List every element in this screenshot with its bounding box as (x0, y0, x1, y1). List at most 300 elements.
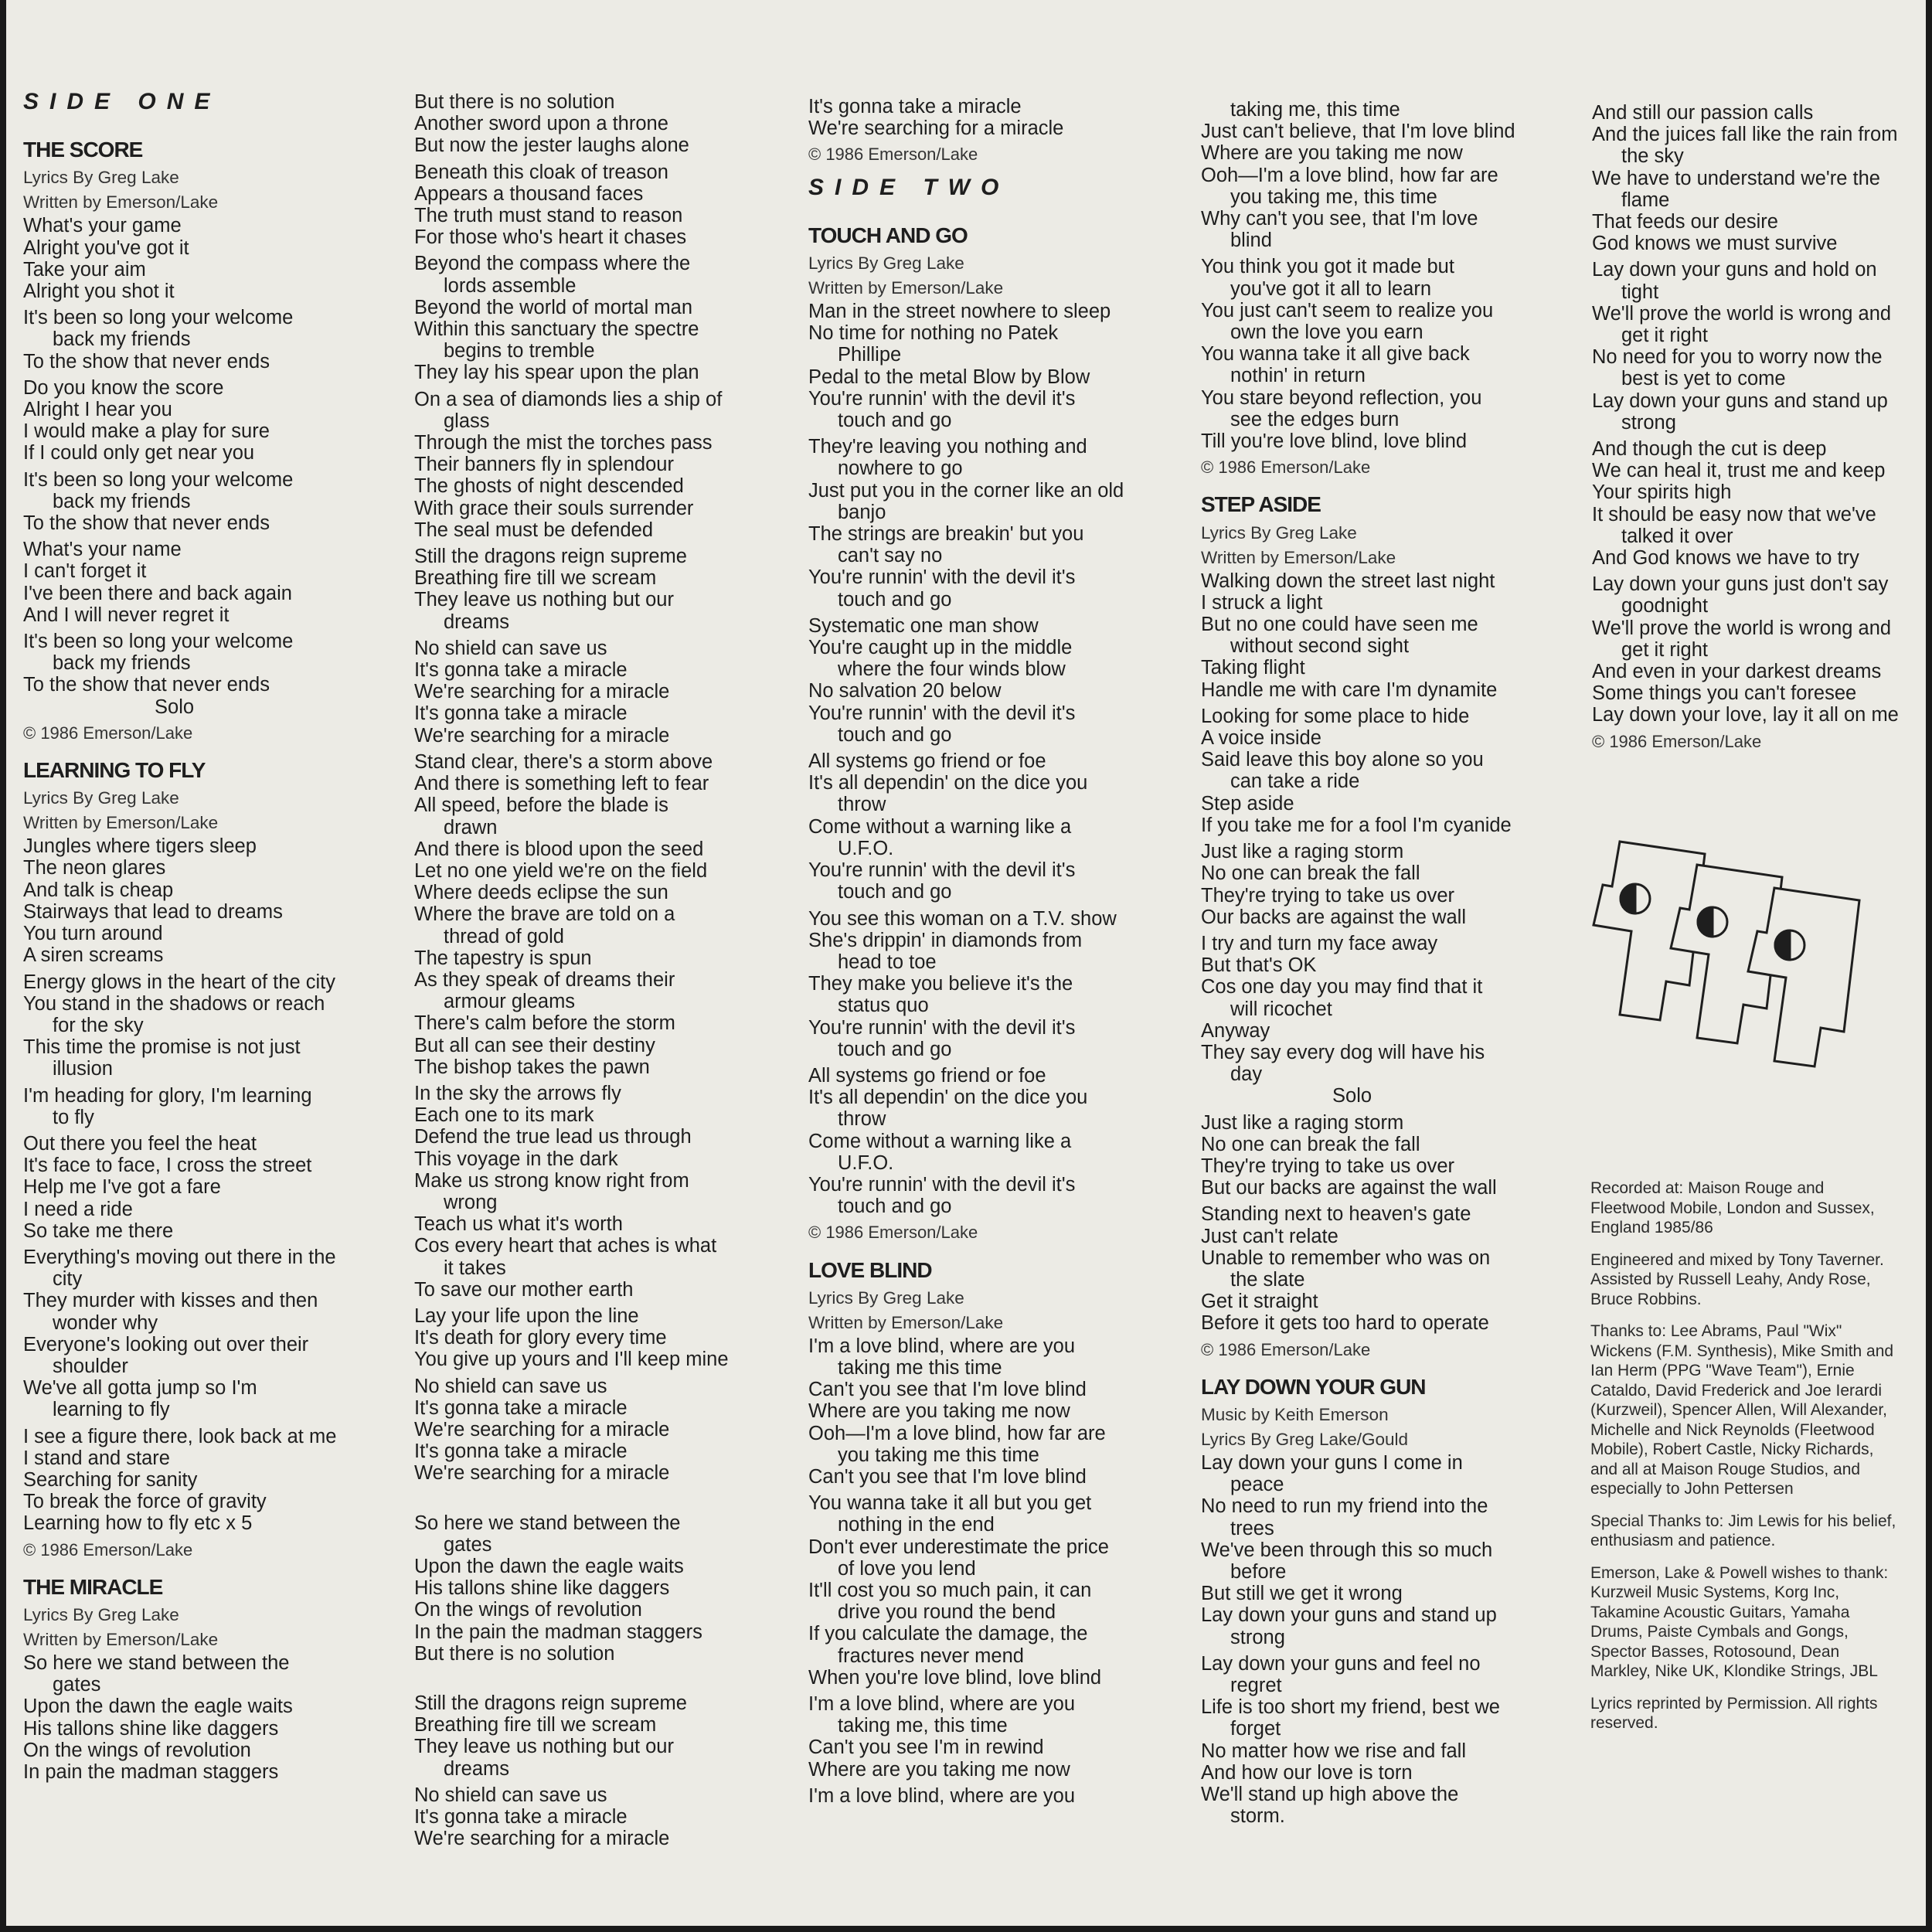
lyric-line: lords assemble (444, 274, 577, 297)
lyric-line: On the wings of revolution (414, 1599, 642, 1621)
stanza (1201, 1653, 1541, 1828)
copyright-line: © 1986 Emerson/Lake (1201, 457, 1371, 478)
lyric-line: It's been so long your welcome (23, 631, 294, 653)
lyric-line: It's all dependin' on the dice you (808, 772, 1088, 794)
lyric-line: Alright you shot it (23, 281, 175, 303)
stanza (414, 1305, 754, 1371)
stanza (23, 631, 355, 718)
column-2 (414, 91, 754, 1854)
copyright-line: © 1986 Emerson/Lake (808, 1223, 978, 1243)
lyric-line: get it right (1621, 638, 1708, 661)
lyric-line: goodnight (1621, 595, 1709, 617)
lyric-line: The truth must stand to reason (414, 205, 683, 227)
lyric-line: throw (838, 1108, 886, 1131)
lyric-line: With grace their souls surrender (414, 497, 694, 519)
lyric-line: nothin' in return (1230, 365, 1366, 387)
lyric-line: Ooh—I'm a love blind, how far are (808, 1422, 1106, 1444)
song-credit: Written by Emerson/Lake (808, 1312, 1004, 1332)
lyric-line: And still our passion calls (1592, 102, 1814, 124)
liner-note: Special Thanks to: Jim Lewis for his belief, enthusiasm and patience. (1590, 1512, 1896, 1549)
lyric-line: If I could only get near you (23, 442, 255, 464)
lyric-line: back my friends (53, 490, 191, 512)
lyric-line: It's been so long your welcome (23, 468, 294, 491)
lyric-line: banjo (838, 501, 886, 523)
song-title: TOUCH AND GO (808, 223, 968, 247)
stanza (23, 835, 355, 966)
lyric-line: thread of gold (444, 925, 564, 947)
stanza (808, 1785, 1148, 1807)
lyric-line: taking me, this time (1230, 99, 1400, 121)
lyric-line: To save our mother earth (414, 1278, 634, 1301)
lyric-line: Stand clear, there's a storm above (414, 750, 713, 773)
lyric-line: city (53, 1268, 83, 1291)
lyric-line: If you calculate the damage, the (808, 1623, 1088, 1645)
lyric-line: We have to understand we're the (1592, 167, 1880, 189)
lyric-line: Out there you feel the heat (23, 1132, 257, 1155)
lyric-line: Life is too short my friend, best we (1201, 1696, 1500, 1719)
lyric-line: illusion (53, 1058, 113, 1080)
lyric-line: We'll stand up high above the (1201, 1784, 1459, 1806)
lyric-line: Why can't you see, that I'm love (1201, 208, 1478, 230)
lyric-line: Handle me with care I'm dynamite (1201, 679, 1498, 701)
lyric-line: If you take me for a fool I'm cyanide (1201, 814, 1512, 836)
lyric-line: Their banners fly in splendour (414, 454, 674, 476)
stanza (808, 301, 1148, 431)
lyric-line: begins to tremble (444, 340, 595, 362)
lyric-line: We're searching for a miracle (414, 724, 670, 747)
column-5 (1592, 102, 1917, 764)
lyric-line: without second sight (1230, 635, 1410, 658)
song-credit: Written by Emerson/Lake (1201, 547, 1396, 567)
lyric-line: But that's OK (1201, 954, 1317, 977)
lyric-line: You stare beyond reflection, you (1201, 386, 1482, 409)
lyric-line: And talk is cheap (23, 879, 174, 901)
column-4 (1201, 99, 1541, 1832)
lyric-line: You're caught up in the middle (808, 637, 1073, 659)
lyric-line: Lay down your guns and hold on (1592, 259, 1877, 281)
lyric-line: Where are you taking me now (808, 1758, 1070, 1781)
copyright-line: © 1986 Emerson/Lake (808, 145, 978, 165)
lyric-line: The ghosts of night descended (414, 475, 684, 498)
lyric-line: Cos one day you may find that it (1201, 976, 1483, 998)
lyric-line: But there is no solution (414, 91, 615, 113)
column-1 (23, 91, 355, 1787)
lyric-line: You stand in the shadows or reach (23, 992, 325, 1015)
lyric-line: drawn (444, 816, 498, 838)
song-credit: Written by Emerson/Lake (808, 278, 1004, 298)
lyric-line: That feeds our desire (1592, 211, 1778, 233)
lyric-line: Our backs are against the wall (1201, 906, 1467, 928)
lyric-line: regret (1230, 1675, 1282, 1696)
copyright-line: © 1986 Emerson/Lake (1592, 731, 1762, 751)
lyric-line: Everyone's looking out over their (23, 1333, 309, 1355)
liner-note: Lyrics reprinted by Permission. All rights reserved. (1590, 1694, 1878, 1732)
lyric-line: We're searching for a miracle (414, 1418, 670, 1440)
stanza (1201, 841, 1541, 928)
lyric-line: Solo (155, 696, 195, 718)
lyric-line: No one can break the fall (1201, 862, 1420, 885)
copyright-line: © 1986 Emerson/Lake (23, 1539, 193, 1560)
lyric-line: Just like a raging storm (1201, 841, 1404, 863)
stanza (1592, 102, 1917, 254)
lyric-line: strong (1230, 1626, 1285, 1648)
lyric-line: They lay his spear upon the plan (414, 362, 699, 384)
lyric-line: Lay down your guns and feel no (1201, 1652, 1481, 1675)
lyric-line: best is yet to come (1621, 368, 1786, 390)
lyric-line: To the show that never ends (23, 674, 270, 696)
lyric-line: As they speak of dreams their (414, 968, 675, 991)
lyric-line: We're searching for a miracle (414, 681, 670, 703)
lyric-line: you've got it all to learn (1230, 277, 1432, 300)
stanza (1201, 99, 1541, 251)
lyric-line: You're runnin' with the devil it's (808, 1016, 1076, 1039)
lyric-line: Still the dragons reign supreme (414, 546, 687, 568)
column-3 (808, 96, 1148, 1811)
stanza (808, 1693, 1148, 1781)
lyric-line: you taking me this time (838, 1444, 1039, 1466)
liner-note: Recorded at: Maison Rouge and Fleetwood Mobile, London and Sussex, England 1985/86 (1590, 1179, 1875, 1236)
lyric-line: She's drippin' in diamonds from (808, 929, 1083, 951)
lyric-line: To the show that never ends (23, 512, 270, 535)
lyric-line: Standing next to heaven's gate (1201, 1203, 1471, 1226)
lyric-line: Beneath this cloak of treason (414, 161, 668, 183)
lyric-line: learning to fly (53, 1399, 170, 1421)
lyric-line: All speed, before the blade is (414, 794, 668, 817)
lyric-line: will ricochet (1230, 998, 1332, 1020)
song-credit: Lyrics By Greg Lake/Gould (1201, 1429, 1409, 1449)
lyric-line: I would make a play for sure (23, 420, 270, 443)
stanza (23, 377, 355, 464)
stanza (808, 1065, 1148, 1217)
lyric-line: They say every dog will have his (1201, 1041, 1485, 1063)
lyric-line: You're runnin' with the devil it's (808, 1173, 1076, 1196)
song-credit: Lyrics By Greg Lake (23, 168, 179, 188)
stanza (414, 1692, 754, 1780)
lyric-line: head to toe (838, 951, 937, 973)
side-heading: SIDE TWO (808, 174, 1010, 200)
stanza (23, 1652, 355, 1783)
lyric-sleeve (6, 0, 1926, 1926)
stanza (1201, 256, 1541, 452)
lyric-line: Said leave this boy alone so you (1201, 749, 1484, 771)
lyric-line: Jungles where tigers sleep (23, 835, 257, 858)
lyric-line: strong (1621, 411, 1676, 434)
liner-note: Engineered and mixed by Tony Taverner. Assisted by Russell Leahy, Andy Rose, Bruce Robbins. (1590, 1250, 1884, 1308)
lyric-line: It's gonna take a miracle (414, 702, 628, 725)
lyric-line: dreams (444, 1757, 510, 1780)
song-credit: Lyrics By Greg Lake (808, 1287, 964, 1308)
lyric-line: His tallons shine like daggers (414, 1577, 670, 1600)
lyric-line: We're searching for a miracle (808, 117, 1064, 140)
lyric-line: A siren screams (23, 944, 164, 967)
lyric-line: So take me there (23, 1219, 174, 1242)
lyric-line: What's your name (23, 539, 182, 561)
lyric-line: There's calm before the storm (414, 1012, 675, 1035)
song-credit: Lyrics By Greg Lake (23, 788, 179, 808)
lyric-line: The seal must be defended (414, 519, 654, 541)
stanza (414, 638, 754, 747)
lyric-line: Do you know the score (23, 376, 224, 399)
lyric-line: gates (444, 1533, 492, 1556)
stanza (23, 1426, 355, 1535)
lyric-line: wonder why (53, 1311, 158, 1334)
lyric-line: To the show that never ends (23, 350, 270, 372)
stanza (414, 389, 754, 541)
lyric-line: I'm a love blind, where are you (808, 1784, 1076, 1807)
lyric-line: the slate (1230, 1268, 1305, 1291)
lyric-line: Searching for sanity (23, 1468, 198, 1491)
stanza (23, 971, 355, 1080)
lyric-line: And there is something left to fear (414, 773, 709, 795)
lyric-line: It's gonna take a miracle (808, 96, 1022, 117)
lyric-line: Through the mist the torches pass (414, 432, 713, 454)
lyric-line: Don't ever underestimate the price (808, 1536, 1109, 1558)
lyric-line: talked it over (1621, 525, 1733, 547)
lyric-line: Before it gets too hard to operate (1201, 1312, 1489, 1335)
lyric-line: You wanna take it all but you get (808, 1492, 1092, 1515)
spacer (414, 1489, 754, 1512)
stanza (23, 539, 355, 626)
lyric-line: Get it straight (1201, 1291, 1318, 1313)
lyric-line: Breathing fire till we scream (414, 567, 657, 590)
stanza (808, 615, 1148, 746)
lyric-line: And how our love is torn (1201, 1761, 1413, 1784)
lyric-line: We're searching for a miracle (414, 1828, 670, 1850)
lyric-line: And the juices fall like the rain from (1592, 124, 1898, 146)
lyric-line: No salvation 20 below (808, 680, 1002, 702)
lyric-line: Take your aim (23, 258, 146, 281)
stanza (1201, 1203, 1541, 1334)
lyric-line: it takes (444, 1257, 506, 1279)
lyric-line: Stairways that lead to dreams (23, 900, 283, 923)
lyric-line: In pain the madman staggers (23, 1761, 279, 1783)
lyric-line: You're runnin' with the devil it's (808, 566, 1076, 589)
lyric-line: You wanna take it all give back (1201, 343, 1470, 366)
lyric-line: It should be easy now that we've (1592, 503, 1876, 526)
song-credit: Written by Emerson/Lake (23, 813, 219, 833)
lyric-line: It's death for glory every time (414, 1327, 667, 1349)
lyric-line: Just can't believe, that I'm love blind (1201, 121, 1515, 143)
lyric-line: Let no one yield we're on the field (414, 859, 708, 882)
lyric-line: We've been through this so much (1201, 1539, 1493, 1561)
lyric-line: We're searching for a miracle (414, 1462, 670, 1485)
lyric-line: No shield can save us (414, 1784, 607, 1806)
lyric-line: I stand and stare (23, 1447, 170, 1469)
lyric-line: throw (838, 794, 886, 816)
lyric-line: No shield can save us (414, 1375, 607, 1397)
lyric-line: So here we stand between the (23, 1651, 290, 1674)
lyric-line: fractures never mend (838, 1645, 1024, 1667)
song-title: LAY DOWN YOUR GUN (1201, 1374, 1426, 1399)
lyric-line: back my friends (53, 328, 191, 351)
lyric-line: Another sword upon a throne (414, 113, 668, 135)
lyric-line: Phillipe (838, 344, 902, 366)
lyric-line: This voyage in the dark (414, 1148, 618, 1170)
stanza (1592, 259, 1917, 434)
stanza (808, 1335, 1148, 1488)
lyric-line: taking me this time (838, 1356, 1002, 1379)
lyric-line: Still the dragons reign supreme (414, 1692, 687, 1715)
lyric-line: the sky (1621, 145, 1684, 168)
lyric-line: But there is no solution (414, 1642, 615, 1665)
lyric-line: get it right (1621, 325, 1708, 347)
stanza (414, 1784, 754, 1850)
lyric-line: Some things you can't foresee (1592, 682, 1857, 705)
lyric-line: I'm heading for glory, I'm learning (23, 1084, 312, 1107)
lyric-line: All systems go friend or foe (808, 1064, 1046, 1087)
stanza (23, 1247, 355, 1421)
song-credit: Written by Emerson/Lake (23, 192, 219, 213)
lyric-line: Alright you've got it (23, 236, 189, 259)
lyric-line: His tallons shine like daggers (23, 1717, 279, 1740)
stanza (414, 162, 754, 249)
lyric-line: It's been so long your welcome (23, 307, 294, 329)
lyric-line: Beyond the compass where the (414, 253, 691, 275)
lyric-line: I see a figure there, look back at me (23, 1425, 337, 1447)
lyric-line: Teach us what it's worth (414, 1213, 623, 1236)
stanza (414, 91, 754, 157)
stanza (1201, 1452, 1541, 1648)
lyric-line: Your spirits high (1592, 481, 1732, 504)
lyric-line: Everything's moving out there in the (23, 1246, 336, 1268)
lyric-line: Defend the true lead us through (414, 1126, 692, 1148)
lyric-line: The tapestry is spun (414, 947, 592, 969)
lyric-line: Appears a thousand faces (414, 182, 644, 205)
lyric-line: status quo (838, 995, 929, 1017)
lyric-line: We'll prove the world is wrong and (1592, 617, 1892, 639)
lyric-line: Where the brave are told on a (414, 903, 675, 926)
lyric-line: You just can't seem to realize you (1201, 299, 1494, 321)
stanza (23, 1085, 355, 1128)
lyric-line: Lay down your guns just don't say (1592, 573, 1889, 596)
lyric-line: They're trying to take us over (1201, 884, 1455, 906)
lyric-line: wrong (444, 1191, 498, 1213)
lyric-line: Breathing fire till we scream (414, 1714, 657, 1736)
lyric-line: I try and turn my face away (1201, 932, 1438, 954)
stanza (23, 1133, 355, 1242)
lyric-line: No shield can save us (414, 637, 607, 659)
lyric-line: All systems go friend or foe (808, 750, 1046, 773)
lyric-line: flame (1621, 189, 1670, 211)
lyric-line: Within this sanctuary the spectre (414, 318, 699, 341)
lyric-line: And even in your darkest dreams (1592, 661, 1882, 683)
lyric-line: Can't you see that I'm love blind (808, 1465, 1087, 1488)
lyric-line: back my friends (53, 652, 191, 675)
lyric-line: U.F.O. (838, 837, 894, 859)
lyric-line: taking me, this time (838, 1715, 1008, 1737)
stanza (414, 546, 754, 633)
lyric-line: tight (1621, 281, 1659, 303)
lyric-line: It's gonna take a miracle (414, 1806, 628, 1828)
lyric-line: On a sea of diamonds lies a ship of (414, 388, 723, 410)
lyric-line: Pedal to the metal Blow by Blow (808, 366, 1090, 388)
lyric-line: And there is blood upon the seed (414, 838, 704, 860)
stanza (1201, 570, 1541, 701)
lyric-line: dreams (444, 611, 510, 633)
stanza (808, 1492, 1148, 1689)
lyric-line: They murder with kisses and then (23, 1290, 318, 1312)
lyric-line: peace (1230, 1474, 1284, 1496)
lyric-line: It's gonna take a miracle (414, 1440, 628, 1463)
lyric-line: can take a ride (1230, 770, 1360, 793)
lyric-line: We'll prove the world is wrong and (1592, 302, 1892, 325)
lyric-line: The strings are breakin' but you (808, 523, 1084, 546)
lyric-line: And though the cut is deep (1592, 438, 1827, 461)
lyric-line: gates (53, 1674, 101, 1696)
song-title: STEP ASIDE (1201, 492, 1321, 517)
stanza (1201, 1112, 1541, 1199)
lyric-line: It'll cost you so much pain, it can (808, 1579, 1092, 1601)
lyric-line: forget (1230, 1718, 1281, 1740)
stanza (1592, 573, 1917, 726)
lyric-line: Till you're love blind, love blind (1201, 430, 1468, 453)
lyric-line: Taking flight (1201, 657, 1305, 679)
lyric-line: shoulder (53, 1355, 128, 1377)
lyric-line: touch and go (838, 1196, 952, 1218)
lyric-line: Where are you taking me now (808, 1400, 1070, 1423)
copyright-line: © 1986 Emerson/Lake (23, 723, 193, 743)
lyric-line: Looking for some place to hide (1201, 705, 1470, 727)
stanza (414, 1376, 754, 1485)
lyric-line: Where are you taking me now (1201, 142, 1463, 165)
lyric-line: They leave us nothing but our (414, 1736, 674, 1758)
lyric-line: trees (1230, 1517, 1274, 1539)
stanza (808, 436, 1148, 611)
lyric-line: Come without a warning like a (808, 1130, 1072, 1152)
stanza (414, 253, 754, 383)
lyric-line: where the four winds blow (838, 658, 1066, 681)
lyric-line: Lay down your guns I come in (1201, 1451, 1463, 1474)
lyric-line: Where deeds eclipse the sun (414, 882, 668, 904)
song-title: LEARNING TO FLY (23, 758, 206, 783)
lyric-line: It's all dependin' on the dice you (808, 1087, 1088, 1109)
lyric-line: You're runnin' with the devil it's (808, 387, 1076, 410)
lyric-line: Just like a raging storm (1201, 1111, 1404, 1134)
lyric-line: Can't you see I'm in rewind (808, 1736, 1044, 1759)
lyric-line: When you're love blind, love blind (808, 1666, 1102, 1689)
stanza (808, 96, 1148, 139)
lyric-line: And God knows we have to try (1592, 547, 1859, 570)
liner-note: Emerson, Lake & Powell wishes to thank: Kurzweil Music Systems, Korg Inc, Takamine Acoustic Guitars, Yamaha Drums, Paiste Cymbals and Gongs, Spector Basses, Rotosound, Dean Markley, Nike UK, Klondike Strings, JBL (1590, 1563, 1889, 1680)
song-credit: Lyrics By Greg Lake (23, 1604, 179, 1624)
stanza (808, 750, 1148, 903)
lyric-line: see the edges burn (1230, 408, 1400, 430)
lyric-line: Solo (1332, 1085, 1372, 1107)
lyric-line: for the sky (53, 1014, 144, 1036)
spacer (414, 1669, 754, 1692)
lyric-line: But no one could have seen me (1201, 614, 1478, 636)
lyric-line: You're runnin' with the devil it's (808, 859, 1076, 882)
lyric-line: U.F.O. (838, 1151, 894, 1174)
song-credit: Written by Emerson/Lake (23, 1629, 219, 1649)
lyric-line: storm. (1230, 1805, 1285, 1828)
lyric-line: No need for you to worry now the (1592, 346, 1883, 369)
lyric-line: touch and go (838, 1038, 952, 1060)
lyric-line: What's your game (23, 215, 182, 237)
stanza (1592, 438, 1917, 569)
side-heading: SIDE ONE (23, 89, 221, 114)
stanza (1201, 706, 1541, 836)
lyric-line: I need a ride (23, 1198, 133, 1220)
lyric-line: And I will never regret it (23, 604, 230, 626)
lyric-line: Energy glows in the heart of the city (23, 971, 335, 993)
lyric-line: I can't forget it (23, 560, 147, 583)
lyric-line: Alright I hear you (23, 399, 172, 421)
lyric-line: In the sky the arrows fly (414, 1082, 621, 1104)
lyric-line: Lay down your guns and stand up (1201, 1604, 1497, 1627)
lyric-line: They're leaving you nothing and (808, 436, 1087, 458)
song-credit: Lyrics By Greg Lake (808, 253, 964, 274)
